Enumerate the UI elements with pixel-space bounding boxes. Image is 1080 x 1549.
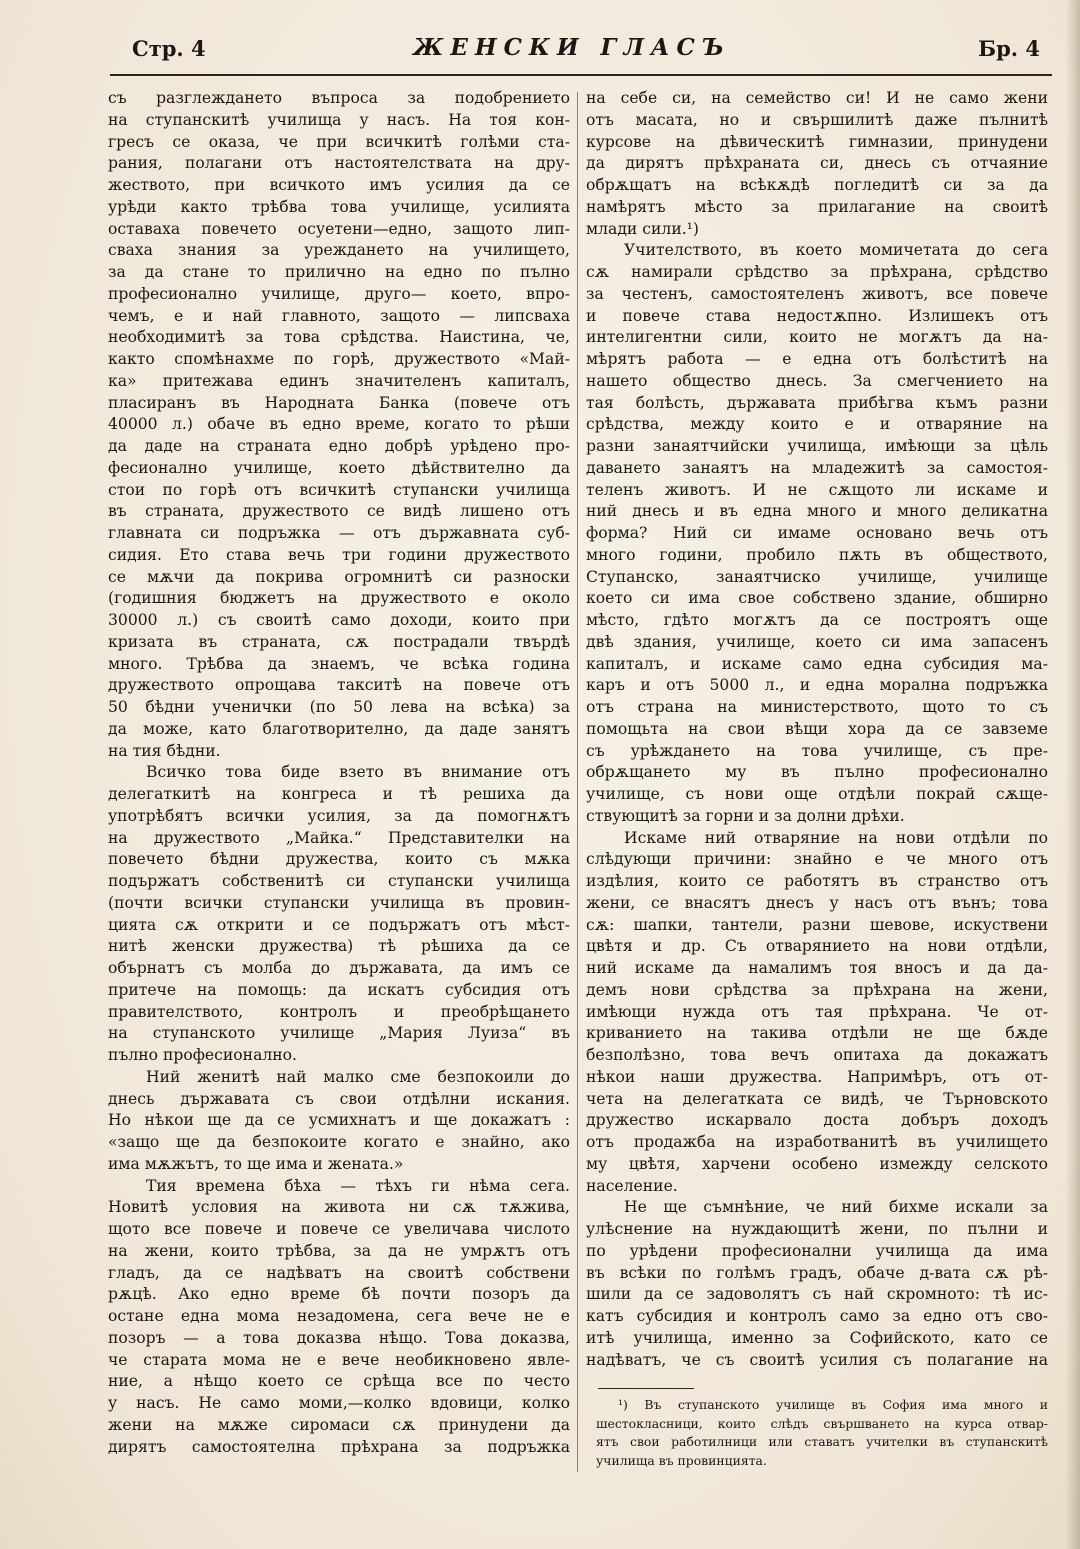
text-line: ний днесь и въ една много и много деликатна (586, 502, 1048, 521)
text-line: което си има свое собствено здание, обширно (586, 589, 1048, 608)
text-line: цвѣтя и др. Съ отварянието на нови отдѣли, (586, 937, 1048, 956)
text-line: 30000 л.) съ своитѣ само доходи, които при (108, 611, 570, 629)
text-line: много години, пробило пѫть въ обществото, (586, 545, 1048, 564)
text-line: разни занаятчийски училища, имѣющи за цѣль (586, 437, 1048, 455)
text-line: намѣрятъ мѣсто за прилагание на своитѣ (586, 197, 1048, 216)
left-column (108, 88, 570, 1458)
text-line: позоръ — а това доказва нѣщо. Това доказва, (108, 1328, 570, 1347)
text-line: население. (586, 1176, 678, 1195)
issue-number: Бр. 4 (978, 36, 1040, 61)
text-line: курсове на дѣвическитѣ гимназии, принудени (586, 132, 1048, 151)
text-line: нитѣ женски дружества) тѣ рѣшиха да се (108, 937, 570, 956)
text-line: теленъ животъ. И не сѫщото ли искаме и (586, 480, 1048, 499)
text-line: «защо ще да безпокоите когато е знайно, ако (108, 1133, 570, 1151)
text-line: криванието на такива отдѣли не ще бѫде (586, 1024, 1048, 1043)
text-line: 40000 л.) обаче въ едно време, когато то рѣши (108, 415, 570, 434)
text-line: професионално училище, друго— което, впро- (108, 284, 570, 303)
text-line: му цвѣтя, харчени особено измежду селското (586, 1154, 1048, 1173)
text-line: делегаткитѣ на конгреса и тѣ решиха да (108, 785, 570, 803)
column-divider (577, 92, 578, 1472)
text-line: въ страната, дружеството се видѣ лишено отъ (108, 502, 570, 521)
text-line: сваха знания за уреждането на училището, (108, 241, 570, 260)
text-line: цията сѫ открити и се подържатъ отъ мѣст- (108, 915, 570, 934)
text-line: щото все повече и повече се увеличава числото (108, 1220, 570, 1238)
text-line: имѣющи нужда отъ тая прѣхрана. Че от- (586, 1002, 1048, 1021)
text-line: стои по горѣ отъ всичкитѣ ступански училища (108, 480, 570, 499)
text-line: млади сили.¹) (586, 219, 700, 238)
text-line: урѣди както трѣбва това училище, усилията (108, 197, 570, 216)
text-line: необходимитѣ за това срѣдства. Наистина, че, (108, 328, 570, 347)
text-line: отъ страна на министерството, щото то съ (586, 698, 1048, 716)
text-line: на жени, които трѣбва, за да не умрѫтъ отъ (108, 1241, 570, 1260)
text-line: Не ще съмнѣние, че ний бихме искали за (624, 1198, 1048, 1217)
text-line: Ний женитѣ най малко сме безпокоили до (146, 1067, 570, 1086)
page-header (92, 32, 1052, 66)
text-line: гресъ се оказа, че при всичкитѣ голѣми ста- (108, 132, 570, 151)
text-line: по урѣдени професионални училища да има (586, 1241, 1048, 1260)
text-line: съ разглеждането въпроса за подобрението (108, 89, 570, 107)
footnote (596, 1396, 1048, 1470)
text-line: ствующитѣ за горни и за долни дрѣхи. (586, 806, 905, 825)
text-line: катъ субсидия и контролъ само за едно отъ сво- (586, 1307, 1048, 1325)
text-line: даването занаятъ на младежитѣ за самостоя- (586, 458, 1048, 477)
text-line: демъ нови срѣдства за прѣхрана на жени, (586, 980, 1048, 999)
text-line: кризата въ страната, сѫ пострадали твърдѣ (108, 632, 570, 651)
text-line: у насъ. Не само моми,—колко вдовици, колко (108, 1394, 570, 1412)
text-line: чета на делегатката се видѣ, че Търновското (586, 1089, 1048, 1108)
text-line: отъ продажба на изработванитѣ въ училището (586, 1133, 1048, 1151)
text-line: да даде на страната едно добрѣ урѣдено про- (108, 437, 570, 455)
text-line: надѣватъ, че съ своитѣ усилия съ полагание на (586, 1350, 1048, 1369)
text-line: слѣдующи причини: знайно е че много отъ (586, 850, 1048, 869)
text-line: съ урѣждането на това училище, съ пре- (586, 741, 1048, 760)
text-line: итѣ училища, именно за Софийското, като се (586, 1328, 1048, 1347)
text-line: както спомѣнахме по горѣ, дружеството «Май- (108, 350, 570, 368)
text-line: срѣдства, между които е и отваряние на (586, 415, 1048, 434)
text-line: (почти всички ступански училища въ провин- (108, 893, 570, 912)
text-line: се мѫчи да покрива огромнитѣ си разноски (108, 567, 570, 586)
text-line: на ступанскитѣ училища у насъ. На тоя кон- (108, 110, 570, 129)
footnote-line: шестокласници, които слѣдъ свършването на курса отвар- (596, 1415, 1048, 1431)
text-line: повечето бѣдни дружества, които съ мѫка (108, 850, 570, 869)
text-line: Тия времена бѣха — тѣхъ ги нѣма сега. (146, 1176, 570, 1195)
text-line: пласиранъ въ Народната Банка (повече отъ (108, 393, 570, 412)
text-line: безполѣзно, това вечъ опитаха да докажатъ (586, 1046, 1048, 1064)
text-line: Всичко това биде взето въ внимание отъ (146, 763, 570, 782)
text-line: остане една мома незадомена, сега вече не е (108, 1307, 570, 1325)
text-line: пълно професионално. (108, 1046, 298, 1064)
text-line: рания, полагани отъ настоятелствата на дру- (108, 154, 570, 173)
text-line: обрѫщатъ на всѣкѫдѣ погледитѣ си за да (586, 176, 1048, 194)
text-line: жени на мѫже сиромаси сѫ принудени да (108, 1415, 570, 1434)
text-line: оставаха повечето осуетени—едно, защото лип- (108, 219, 570, 238)
text-line: главната си подръжка — отъ държавната суб- (108, 524, 570, 542)
text-line: въ всѣки по голѣмъ градъ, обаче д-вата сѫ рѣ- (586, 1263, 1048, 1282)
text-line: на ступанското училище „Мария Луиза“ въ (108, 1024, 570, 1043)
text-line: ка» притежава единъ значителенъ капиталъ, (108, 371, 570, 390)
text-line: обрѫщането му въ пълно професионално (586, 763, 1048, 782)
text-line: обърнатъ съ молба до държавата, да имъ се (108, 959, 570, 977)
text-line: отъ масата, но и свършилитѣ даже пълнитѣ (586, 110, 1048, 129)
text-line: дружеството опрощава такситѣ на повече отъ (108, 676, 570, 695)
text-line: рѫцѣ. Ако едно време бѣ почти позоръ да (108, 1285, 570, 1304)
text-line: улѣснение на нуждающитѣ жени, по пълни и (586, 1220, 1048, 1238)
text-line: интелигентни сили, които не могѫтъ да на- (586, 328, 1048, 347)
footnote-line: ятъ свои работилници или ставатъ учителки въ ступанскитѣ (596, 1434, 1048, 1449)
text-line: Но нѣкои ще да се усмихнатъ и ще докажатъ : (108, 1111, 570, 1130)
text-line: много. Трѣбва да знаемъ, че всѣка година (108, 654, 570, 673)
text-line: жени, се внасятъ днесъ у насъ отъ вънъ; това (586, 893, 1048, 912)
text-line: Искаме ний отваряние на нови отдѣли по (624, 828, 1048, 847)
text-line: че старата мома не е вече необикновено явле- (108, 1350, 570, 1369)
text-line: нашето общество днесь. За смегчението на (586, 371, 1048, 390)
header-rule (110, 74, 1052, 76)
text-line: да дирятъ прѣхраната си, днесь съ отчаяние (586, 154, 1048, 173)
text-line: сидия. Ето става вечь три години дружеството (108, 545, 570, 564)
text-line: ний искаме да намалимъ тоя вносъ и да да- (586, 959, 1048, 977)
text-line: и повече става недостѫпно. Излишекъ отъ (586, 306, 1048, 325)
text-line: жеството, при всичкото имъ усилия да се (108, 176, 570, 194)
text-line: на дружеството „Майка.“ Представителки на (108, 828, 570, 847)
text-line: капиталъ, и искаме само една субсидия ма- (586, 654, 1048, 673)
text-line: нѣкои наши дружества. Напримѣръ, отъ от- (586, 1067, 1048, 1086)
page-number: Стр. 4 (132, 36, 206, 61)
text-line: за да стане то прилично на едно по пълно (108, 263, 570, 281)
text-line: издѣлия, които се работятъ въ странство отъ (586, 872, 1048, 890)
text-line: чемъ, е и най главното, защото — липсваха (108, 306, 570, 325)
text-line: Ступанско, занаятчиско училище, училище (586, 567, 1048, 586)
text-line: сѫ: шапки, тантели, разни шевове, искуствени (586, 915, 1048, 934)
footnote-rule (598, 1388, 694, 1389)
text-line: Новитѣ условия на живота ни сѫ тѫжива, (108, 1198, 570, 1217)
text-line: за честенъ, самостоятеленъ животъ, все повече (586, 284, 1048, 303)
text-line: училище, съ нови още отдѣли покрай сѫще- (586, 785, 1048, 803)
text-line: форма? Ний си имаме основано вечь отъ (586, 524, 1048, 542)
text-line: правителството, контролъ и преобрѣщането (108, 1002, 570, 1021)
footnote-line: училища въ провинцията. (596, 1452, 767, 1468)
text-line: подържатъ собственитѣ си ступански училища (108, 872, 570, 890)
text-line: шили да се задоволятъ съ най скромното: тѣ ис- (586, 1285, 1048, 1304)
text-line: фесионално училище, което дѣйствително да (108, 458, 570, 477)
text-line: на себе си, на семейство си! И не само жени (586, 89, 1048, 107)
right-column (586, 88, 1048, 1371)
text-line: употрѣбятъ всички усилия, за да помогнѫтъ (108, 806, 570, 825)
text-line: сѫ намирали срѣдство за прѣхрана, срѣдство (586, 263, 1048, 281)
text-line: мѣсто, гдѣто могѫтъ да се построятъ още (586, 611, 1048, 629)
text-line: (годишния бюджетъ на дружеството е около (108, 589, 570, 608)
text-line: да може, като благотворително, да даде занятъ (108, 719, 570, 738)
text-line: дирятъ самостоятелна прѣхрана за подръжка (108, 1437, 570, 1456)
text-line: двѣ здания, училище, което си има запасенъ (586, 632, 1048, 651)
text-line: 50 бѣдни ученички (по 50 лева на всѣка) за (108, 698, 570, 716)
text-line: Учителството, въ което момичетата до сега (624, 241, 1048, 260)
text-line: притече на помощь: да искатъ субсидия отъ (108, 980, 570, 999)
text-line: на тия бѣдни. (108, 741, 221, 760)
text-line: дружество искарвало доста добъръ доходъ (586, 1111, 1048, 1130)
footnote-line: ¹) Въ ступанското училище въ София има много и (618, 1397, 1048, 1412)
text-line: каръ и отъ 5000 л., и една морална подръжка (586, 676, 1048, 695)
page-edge-shadow (1066, 0, 1080, 1549)
text-line: мѣрятъ работа — е една отъ болѣститѣ на (586, 350, 1048, 368)
newspaper-title: ЖЕНСКИ ГЛАСЪ (413, 34, 731, 61)
text-line: гладъ, да се надѣватъ на своитѣ собствени (108, 1263, 570, 1282)
text-line: помощьта на свои вѣщи хора да се завземе (586, 719, 1048, 738)
text-line: днесь държавата съ свои отдѣлни искания. (108, 1089, 570, 1108)
text-line: има мѫжътъ, то ще има и жената.» (108, 1154, 404, 1173)
text-line: тая болѣсть, държавата прибѣгва къмъ разни (586, 393, 1048, 412)
text-line: ние, а нѣщо което се срѣща все по често (108, 1372, 570, 1391)
